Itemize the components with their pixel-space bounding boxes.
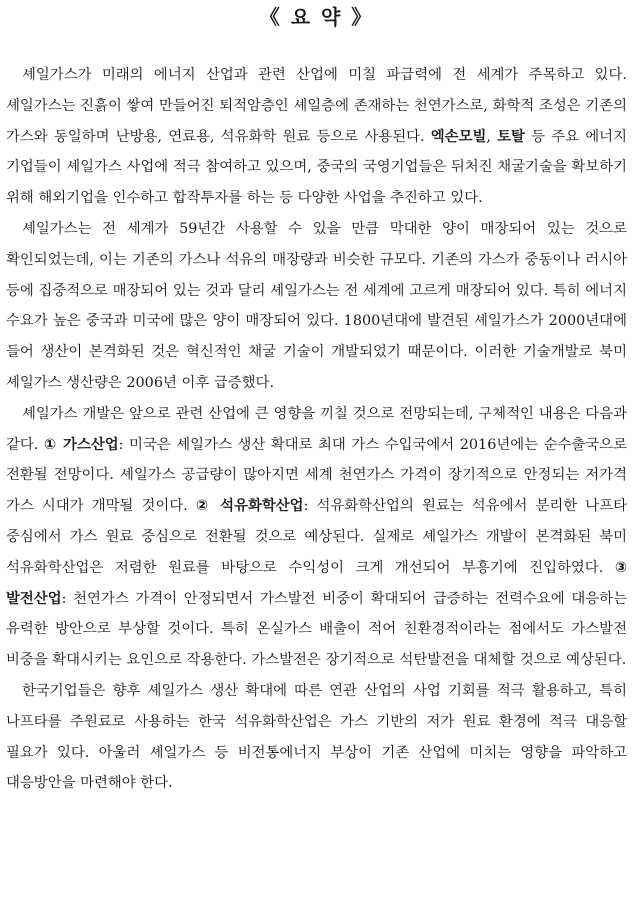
item-gas-industry-label: ① 가스산업	[43, 436, 119, 453]
item-petrochemical-text: : 석유화학산업의 원료는 석유에서 분리한 나프타 중심에서 가스 원료 중심으로 전환될 것으로 예상된다. 실제로 셰일가스 개발이 본격화된 북미 석유화학산업은 저렴한 원료를 바탕으로 수익성이 크게 개선되어 부흥기에 진입하였다.	[6, 498, 627, 576]
paragraph-3-intro: 셰일가스 개발은 앞으로 관련 산업에 큰 영향을 끼칠 것으로 전망되는데, 구체적인 내용은 다음과 같다.	[6, 405, 627, 453]
item-power-generation-label: ③ 발전산업	[6, 559, 627, 607]
item-petrochemical-label: ② 석유화학산업	[195, 498, 304, 515]
paragraph-1-separator: ,	[486, 128, 498, 145]
paragraph-4-text: 한국기업들은 향후 셰일가스 생산 확대에 따른 연관 산업의 사업 기회를 적극 활용하고, 특히 나프타를 주원료로 사용하는 한국 석유화학산업은 가스 기반의 저가 원료 환경에 적극 대응할 필요가 있다. 아울러 셰일가스 등 비전통에너지 부상이 기존 산업에 미치는 영향을 파악하고 대응방안을 마련해야 한다.	[6, 682, 627, 792]
item-gas-industry-text: : 미국은 셰일가스 생산 확대로 최대 가스 수입국에서 2016년에는 순수출국으로 전환될 전망이다. 셰일가스 공급량이 많아지면 세계 천연가스 가격이 장기적으로 안정되는 저가격 가스 시대가 개막될 것이다.	[6, 436, 628, 515]
paragraph-1-text: 셰일가스가 미래의 에너지 산업과 관련 산업에 미칠 파급력에 전 세계가 주목하고 있다. 셰일가스는 진흙이 쌓여 만들어진 퇴적암층인 셰일층에 존재하는 천연가스로, 화학적 조성은 기존의 가스와 동일하며 난방용, 연료용, 석유화학 원료 등으로 사용된다.	[6, 67, 627, 145]
paragraph-1	[6, 60, 627, 214]
paragraph-2	[6, 214, 627, 399]
paragraph-1-rest: 등 주요 에너지 기업들이 셰일가스 사업에 적극 참여하고 있으며, 중국의 국영기업들은 뒤처진 채굴기술을 확보하기 위해 해외기업을 인수하고 합작투자를 하는 등 다양한 사업을 추진하고 있다.	[6, 128, 627, 207]
paragraph-4	[6, 676, 627, 799]
page-title: 《 요 약 》	[259, 5, 374, 29]
paragraph-3	[6, 399, 627, 676]
paragraph-2-text: 셰일가스는 전 세계가 59년간 사용할 수 있을 만큼 막대한 양이 매장되어 있는 것으로 확인되었는데, 이는 기존의 가스나 석유의 매장량과 비슷한 규모다. 기존의 가스가 중동이나 러시아 등에 집중적으로 매장되어 있는 것과 달리 셰일가스는 전 세계에 고르게 매장되어 있다. 특히 에너지 수요가 높은 중국과 미국에 많은 양이 매장되어 있다. 1800년대에 발견된 셰일가스가 2000년대에 들어 생산이 본격화된 것은 혁신적인 채굴 기술이 개발되었기 때문이다. 이러한 기술개발로 북미 셰일가스 생산량은 2006년 이후 급증했다.	[6, 220, 627, 391]
company-exxonmobil: 엑손모빌	[430, 128, 487, 145]
item-power-generation-text: : 천연가스 가격이 안정되면서 가스발전 비중이 확대되어 급증하는 전력수요에 대응하는 유력한 방안으로 부상할 것이다. 특히 온실가스 배출이 적어 친환경적이라는 점에서도 가스발전 비중을 확대시키는 요인으로 작용한다. 가스발전은 장기적으로 석탄발전을 대체할 것으로 예상된다.	[6, 590, 627, 669]
company-total: 토탈	[497, 128, 525, 145]
